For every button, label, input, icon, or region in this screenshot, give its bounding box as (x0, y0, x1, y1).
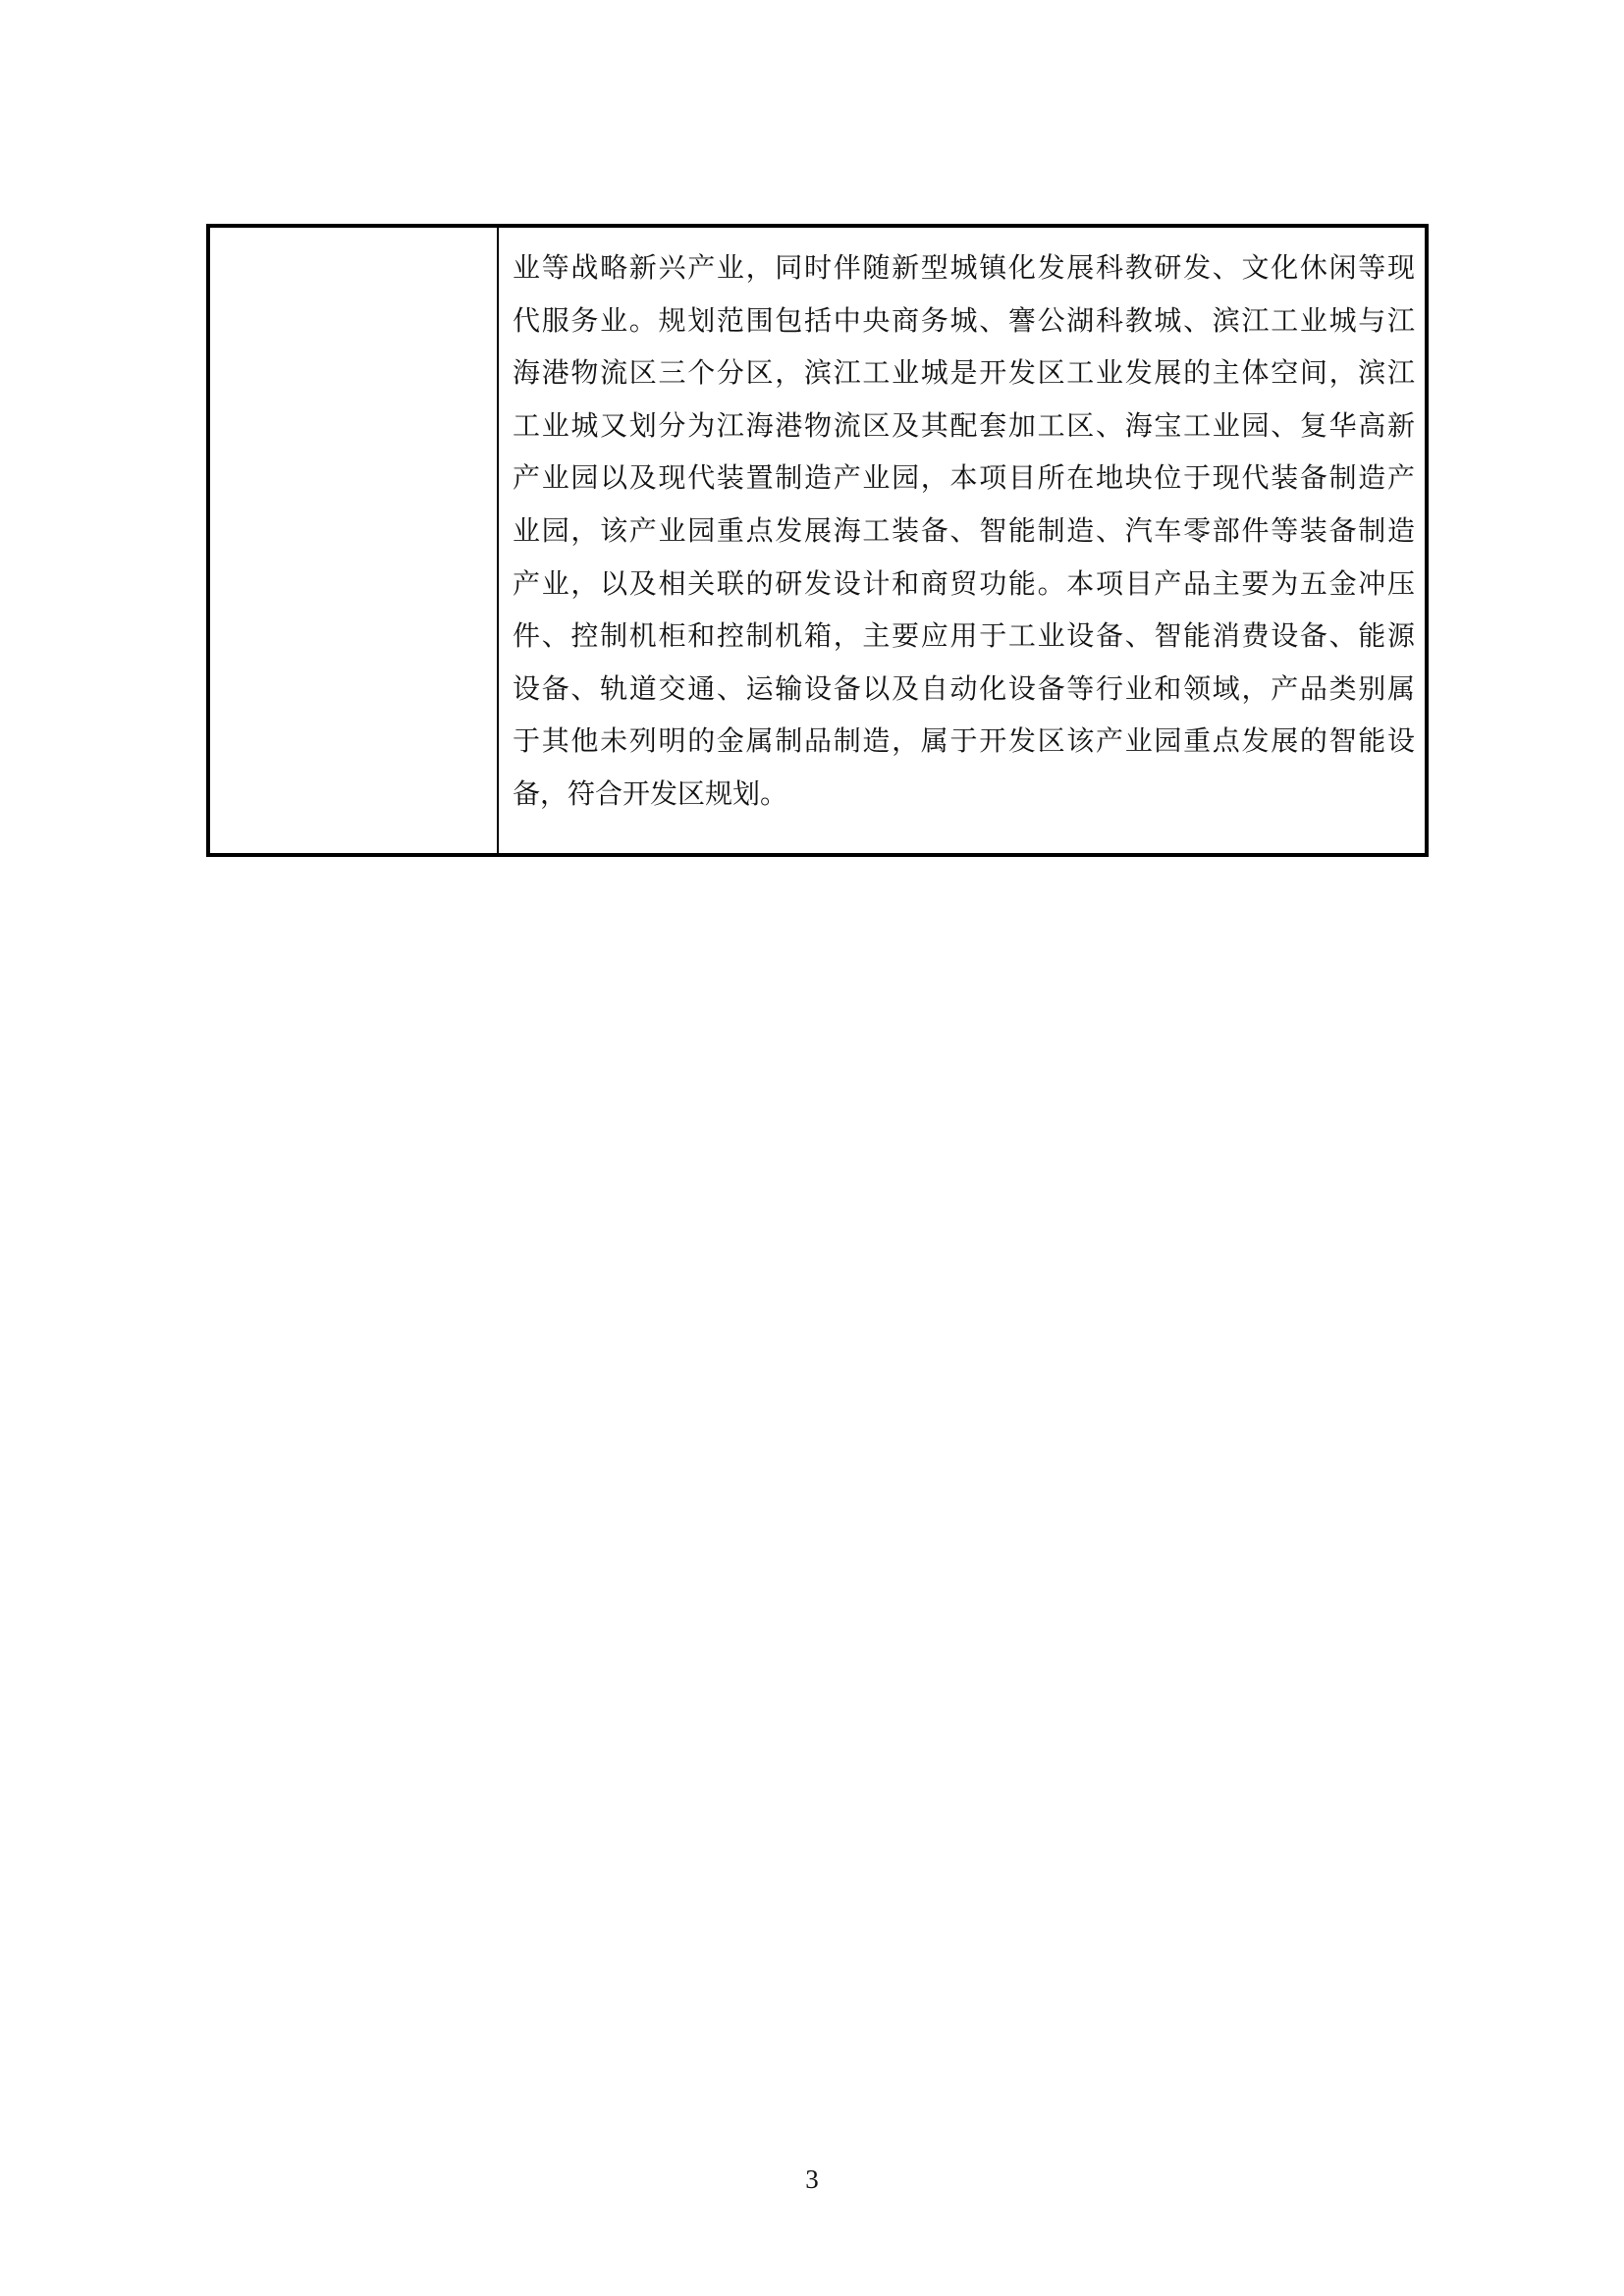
text-line-last: 备，符合开发区规划。 (513, 776, 788, 810)
text-line: 于其他未列明的金属制品制造，属于开发区该产业园重点发展的智能设 (513, 724, 1415, 758)
content-table (206, 224, 1429, 857)
text-line: 产业，以及相关联的研发设计和商贸功能。本项目产品主要为五金冲压 (513, 566, 1415, 600)
text-line: 代服务业。规划范围包括中央商务城、謇公湖科教城、滨江工业城与江 (513, 303, 1415, 337)
text-line: 业园，该产业园重点发展海工装备、智能制造、汽车零部件等装备制造 (513, 513, 1415, 547)
table-label-cell (210, 228, 499, 853)
text-line: 件、控制机柜和控制机箱，主要应用于工业设备、智能消费设备、能源 (513, 619, 1415, 653)
text-line: 工业城又划分为江海港物流区及其配套加工区、海宝工业园、复华高新 (513, 408, 1415, 442)
text-line: 设备、轨道交通、运输设备以及自动化设备等行业和领域，产品类别属 (513, 671, 1415, 705)
paragraph (513, 241, 1415, 821)
text-line: 产业园以及现代装置制造产业园，本项目所在地块位于现代装备制造产 (513, 461, 1415, 495)
text-line: 业等战略新兴产业，同时伴随新型城镇化发展科教研发、文化休闲等现 (513, 251, 1415, 284)
table-content-cell (499, 228, 1425, 853)
page-number: 3 (805, 2164, 819, 2194)
text-line: 海港物流区三个分区，滨江工业城是开发区工业发展的主体空间，滨江 (513, 356, 1415, 390)
